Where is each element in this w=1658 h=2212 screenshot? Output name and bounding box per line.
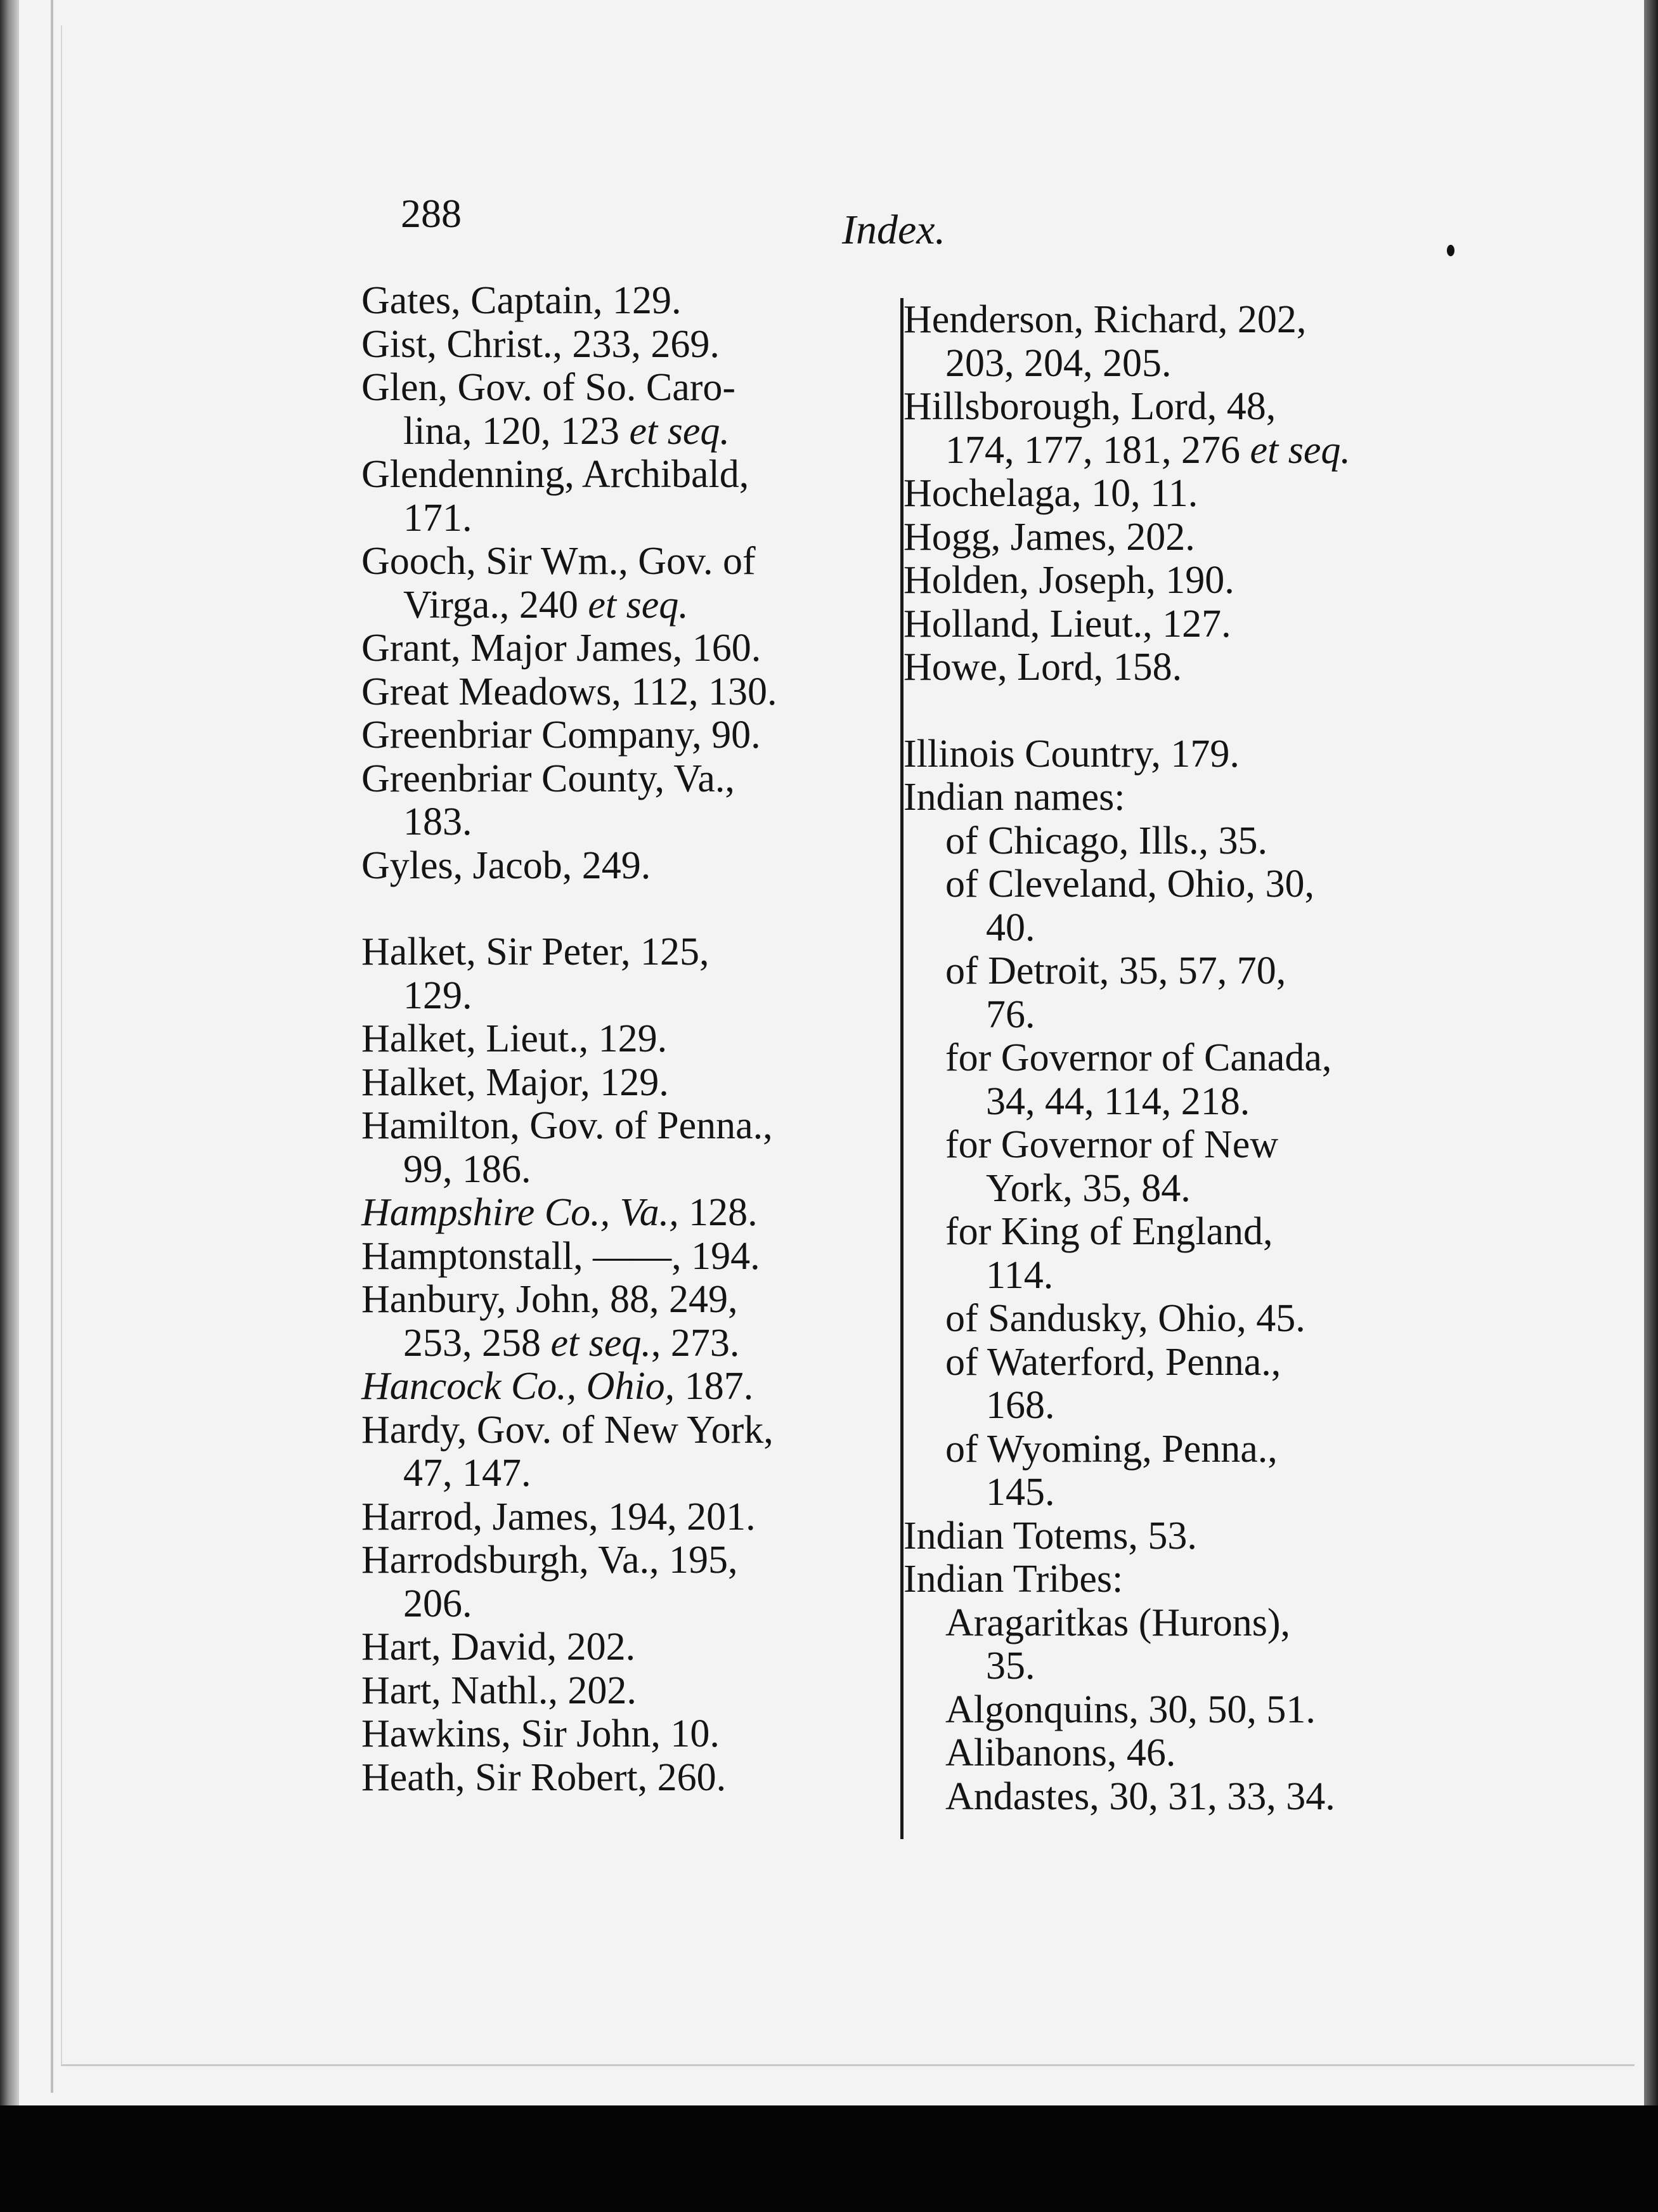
entry-line: Andastes, 30, 31, 33, 34.: [945, 1774, 1335, 1818]
entry-line: of Wyoming, Penna.,: [945, 1427, 1278, 1471]
index-column-left: [361, 279, 881, 1799]
index-subentry: [903, 1341, 1420, 1428]
entry-line: Illinois Country, 179.: [903, 732, 1240, 776]
entry-line: Harrodsburgh, Va., 195,: [361, 1539, 738, 1582]
entry-line: Hamilton, Gov. of Penna.,: [361, 1104, 773, 1147]
ink-speck: [1447, 245, 1454, 256]
entry-line: Howe, Lord, 158.: [903, 646, 1182, 689]
index-entry: [903, 516, 1420, 559]
index-subentry: [903, 1123, 1420, 1210]
entry-line: Indian Totems, 53.: [903, 1514, 1197, 1558]
index-entry: [903, 646, 1420, 689]
entry-line: Halket, Sir Peter, 125,: [361, 930, 709, 973]
index-entry: [361, 366, 881, 453]
et-seq-italic: et seq.: [588, 583, 689, 627]
et-seq-italic: et seq.: [629, 409, 730, 453]
index-entry: [361, 1539, 881, 1625]
entry-line: Holland, Lieut., 127.: [903, 602, 1231, 646]
entry-line: Gates, Captain, 129.: [361, 279, 682, 322]
entry-continuation: 47, 147.: [403, 1452, 531, 1495]
index-subentry: [903, 1428, 1420, 1514]
entry-line: Glendenning, Archibald,: [361, 453, 749, 496]
scan-right-edge: [1644, 0, 1658, 2112]
entry-line: Gooch, Sir Wm., Gov. of: [361, 540, 756, 583]
index-entry: [361, 1756, 881, 1800]
entry-line: Henderson, Richard, 202,: [903, 298, 1307, 341]
entry-line: Great Meadows, 112, 130.: [361, 670, 777, 713]
index-entry: [361, 1409, 881, 1495]
index-entry: [361, 1365, 881, 1409]
italic-place-name: Hancock Co., Ohio,: [361, 1365, 675, 1408]
entry-continuation: 253, 258 et seq., 273.: [403, 1321, 740, 1365]
index-subentry: [903, 1210, 1420, 1297]
index-subentry: [903, 819, 1420, 863]
entry-continuation: 203, 204, 205.: [945, 341, 1172, 385]
et-seq-italic: et seq.: [550, 1321, 651, 1365]
entry-line: of Sandusky, Ohio, 45.: [945, 1297, 1305, 1340]
index-subentry: [903, 949, 1420, 1036]
index-entry: [361, 844, 881, 888]
index-entry: [361, 1625, 881, 1669]
entry-continuation: 206.: [403, 1582, 472, 1625]
entry-line: Hart, David, 202.: [361, 1625, 636, 1669]
index-entry: [361, 930, 881, 1017]
entry-line: Hart, Nathl., 202.: [361, 1669, 637, 1712]
entry-line: Hochelaga, 10, 11.: [903, 472, 1198, 515]
index-entry: [361, 670, 881, 714]
index-entry: [361, 1235, 881, 1278]
entry-line: for Governor of New: [945, 1123, 1279, 1166]
index-entry: [903, 1514, 1420, 1558]
entry-continuation: 183.: [403, 800, 472, 843]
entry-continuation: York, 35, 84.: [986, 1166, 1191, 1210]
index-entry: [361, 713, 881, 757]
et-seq-italic: et seq.: [1250, 428, 1350, 472]
index-entry: [361, 540, 881, 627]
entry-line: Holden, Joseph, 190.: [903, 559, 1234, 602]
index-subentry: [903, 1036, 1420, 1123]
entry-continuation: 174, 177, 181, 276 et seq.: [945, 428, 1350, 472]
entry-line: Indian names:: [903, 776, 1125, 819]
entry-line: Hogg, James, 202.: [903, 515, 1195, 559]
entry-line: Gyles, Jacob, 249.: [361, 843, 651, 887]
entry-line: for King of England,: [945, 1210, 1273, 1253]
entry-line: Heath, Sir Robert, 260.: [361, 1755, 727, 1799]
index-entry: [361, 323, 881, 367]
entry-continuation: 40.: [986, 906, 1035, 949]
index-entry: [361, 279, 881, 323]
index-column-right: [903, 298, 1420, 1818]
index-subentry: [903, 1297, 1420, 1341]
entry-continuation: 171.: [403, 496, 472, 540]
entry-line: of Chicago, Ills., 35.: [945, 819, 1267, 862]
entry-line: Aragaritkas (Hurons),: [945, 1601, 1291, 1644]
entry-continuation: 76.: [986, 992, 1035, 1036]
index-subentry: [903, 1688, 1420, 1732]
entry-continuation: 168.: [986, 1384, 1055, 1427]
page-number: 288: [401, 191, 462, 236]
index-entry: [903, 559, 1420, 602]
index-entry: [361, 627, 881, 670]
index-subentry: [903, 1731, 1420, 1775]
scan-bottom-band: [0, 2105, 1658, 2212]
index-entry: [903, 1558, 1420, 1601]
entry-line: Indian Tribes:: [903, 1558, 1124, 1601]
index-entry: [361, 1495, 881, 1539]
entry-line: Hardy, Gov. of New York,: [361, 1408, 774, 1452]
index-subentry: [903, 1601, 1420, 1688]
entry-line: Halket, Lieut., 129.: [361, 1017, 668, 1060]
index-subentry: [903, 1775, 1420, 1819]
entry-line: Hancock Co., Ohio, 187.: [361, 1365, 754, 1408]
index-entry: [361, 1061, 881, 1105]
entry-line: Grant, Major James, 160.: [361, 627, 761, 670]
entry-line: Glen, Gov. of So. Caro-: [361, 366, 736, 409]
entry-line: Hampshire Co., Va., 128.: [361, 1191, 758, 1234]
entry-continuation: 99, 186.: [403, 1147, 531, 1191]
entry-line: Hamptonstall, ——, 194.: [361, 1234, 760, 1278]
entry-line: Algonquins, 30, 50, 51.: [945, 1688, 1316, 1731]
entry-continuation: 35.: [986, 1644, 1035, 1688]
entry-line: Hanbury, John, 88, 249,: [361, 1278, 738, 1321]
index-entry: [361, 1712, 881, 1756]
entry-line: of Cleveland, Ohio, 30,: [945, 862, 1315, 906]
index-entry: [361, 1191, 881, 1235]
entry-line: Harrod, James, 194, 201.: [361, 1495, 756, 1539]
entry-line: of Waterford, Penna.,: [945, 1340, 1281, 1384]
entry-continuation: 114.: [986, 1253, 1054, 1297]
entry-continuation: 34, 44, 114, 218.: [986, 1079, 1250, 1123]
index-entry: [903, 298, 1420, 385]
entry-line: Alibanons, 46.: [945, 1731, 1176, 1774]
entry-line: Greenbriar Company, 90.: [361, 713, 761, 757]
entry-line: of Detroit, 35, 57, 70,: [945, 949, 1286, 992]
index-entry: [361, 757, 881, 844]
index-entry: [361, 1017, 881, 1061]
entry-line: Gist, Christ., 233, 269.: [361, 322, 720, 366]
index-entry: [903, 732, 1420, 776]
index-entry: [361, 1278, 881, 1365]
entry-continuation: Virga., 240 et seq.: [403, 583, 689, 627]
running-head: Index.: [842, 207, 946, 253]
index-subentry: [903, 862, 1420, 949]
entry-continuation: 145.: [986, 1471, 1055, 1514]
entry-line: Halket, Major, 129.: [361, 1060, 669, 1104]
scan-binding-line: [51, 0, 53, 2093]
entry-line: Hawkins, Sir John, 10.: [361, 1712, 720, 1755]
index-entry: [361, 1669, 881, 1713]
italic-place-name: Hampshire Co., Va.,: [361, 1191, 679, 1234]
entry-line: Hillsborough, Lord, 48,: [903, 385, 1276, 428]
entry-continuation: lina, 120, 123 et seq.: [403, 409, 730, 453]
index-entry: [903, 385, 1420, 472]
index-entry: [903, 602, 1420, 646]
entry-continuation: 129.: [403, 973, 472, 1017]
entry-line: for Governor of Canada,: [945, 1036, 1332, 1079]
entry-line: Greenbriar County, Va.,: [361, 757, 735, 800]
index-entry: [903, 472, 1420, 516]
index-entry: [903, 776, 1420, 819]
index-entry: [361, 453, 881, 540]
scan-left-edge: [0, 0, 19, 2105]
index-entry: [361, 1104, 881, 1191]
